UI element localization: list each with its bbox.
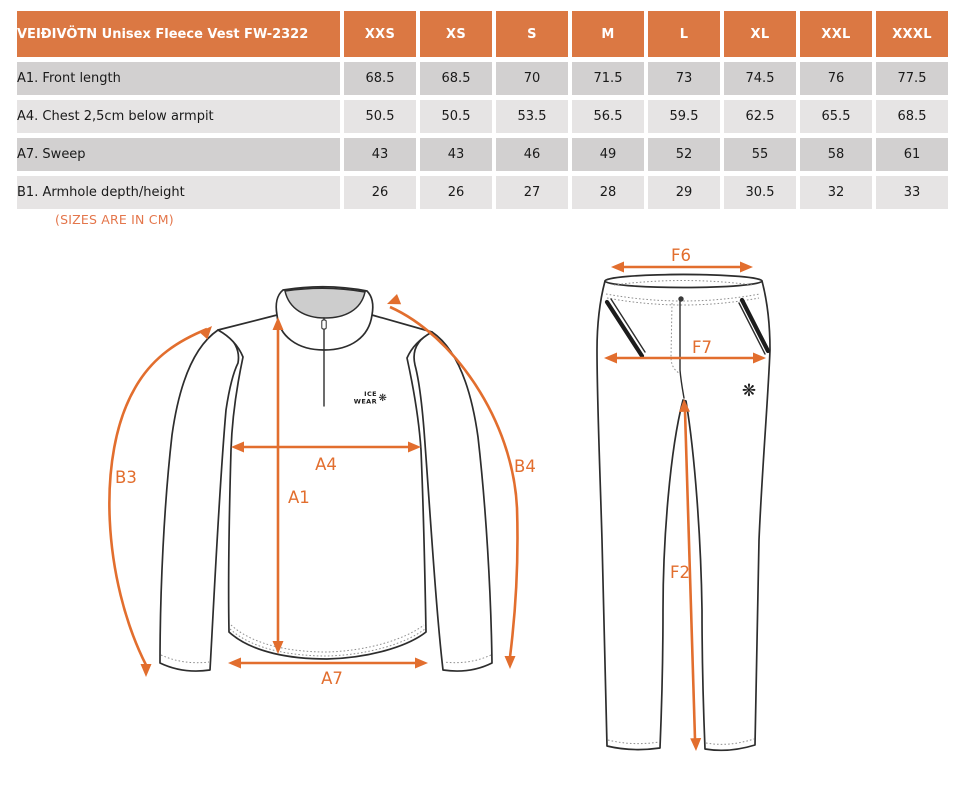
size-value-cell: 71.5	[572, 62, 644, 95]
row-label: A7. Sweep	[17, 138, 340, 171]
pants-body	[597, 275, 770, 751]
size-header-xxxl: XXXL	[876, 11, 948, 57]
pants-button	[678, 296, 683, 301]
table-row-sweep	[17, 138, 948, 171]
pants-waist-opening	[605, 275, 762, 288]
row-label: A1. Front length	[17, 62, 340, 95]
size-value-cell: 68.5	[344, 62, 416, 95]
fleece-top-diagram	[109, 287, 535, 688]
measure-label-f6: F6	[671, 246, 691, 265]
size-value-cell: 74.5	[724, 62, 796, 95]
size-value-cell: 46	[496, 138, 568, 171]
size-value-cell: 65.5	[800, 100, 872, 133]
measure-label-a1: A1	[288, 488, 310, 507]
snowflake-icon: ❋	[741, 381, 757, 401]
size-value-cell: 30.5	[724, 176, 796, 209]
table-title: VEIÐIVÖTN Unisex Fleece Vest FW-2322	[17, 11, 340, 57]
shirt-body	[218, 315, 432, 659]
size-header-s: S	[496, 11, 568, 57]
size-value-cell: 61	[876, 138, 948, 171]
row-label: A4. Chest 2,5cm below armpit	[17, 100, 340, 133]
size-value-cell: 77.5	[876, 62, 948, 95]
size-value-cell: 58	[800, 138, 872, 171]
size-value-cell: 52	[648, 138, 720, 171]
size-value-cell: 53.5	[496, 100, 568, 133]
measure-label-b4: B4	[514, 457, 536, 476]
table-row-armhole	[17, 176, 948, 209]
measure-label-a7: A7	[321, 669, 343, 688]
size-table-header-row	[17, 11, 948, 57]
size-value-cell: 76	[800, 62, 872, 95]
size-value-cell: 73	[648, 62, 720, 95]
size-value-cell: 55	[724, 138, 796, 171]
size-value-cell: 33	[876, 176, 948, 209]
size-value-cell: 49	[572, 138, 644, 171]
size-value-cell: 43	[344, 138, 416, 171]
size-value-cell: 59.5	[648, 100, 720, 133]
shirt-sleeve-left	[160, 330, 238, 671]
table-row-front-length	[17, 62, 948, 95]
snowflake-icon: ❋	[378, 393, 387, 404]
size-header-xxl: XXL	[800, 11, 872, 57]
size-value-cell: 68.5	[420, 62, 492, 95]
measure-label-f2: F2	[670, 563, 690, 582]
table-row-chest	[17, 100, 948, 133]
icewear-logo-line1: ICE	[364, 390, 377, 398]
shirt-zipper-pull	[322, 320, 326, 329]
size-value-cell: 26	[344, 176, 416, 209]
icewear-logo-line2: WEAR	[353, 397, 377, 406]
units-note: (SIZES ARE IN CM)	[55, 212, 174, 227]
size-value-cell: 43	[420, 138, 492, 171]
pants-diagram	[597, 246, 770, 751]
size-value-cell: 70	[496, 62, 568, 95]
size-value-cell: 27	[496, 176, 568, 209]
size-value-cell: 50.5	[344, 100, 416, 133]
row-label: B1. Armhole depth/height	[17, 176, 340, 209]
measure-label-f7: F7	[692, 338, 712, 357]
size-header-xl: XL	[724, 11, 796, 57]
measure-arrow-a7	[228, 658, 428, 689]
measure-label-b3: B3	[115, 468, 137, 487]
size-header-xxs: XXS	[344, 11, 416, 57]
garment-diagrams	[0, 240, 967, 785]
size-value-cell: 26	[420, 176, 492, 209]
size-value-cell: 62.5	[724, 100, 796, 133]
measure-label-a4: A4	[315, 455, 337, 474]
size-value-cell: 56.5	[572, 100, 644, 133]
size-value-cell: 29	[648, 176, 720, 209]
size-value-cell: 32	[800, 176, 872, 209]
size-value-cell: 68.5	[876, 100, 948, 133]
size-header-xs: XS	[420, 11, 492, 57]
size-table	[13, 6, 952, 214]
size-value-cell: 50.5	[420, 100, 492, 133]
size-header-m: M	[572, 11, 644, 57]
size-header-l: L	[648, 11, 720, 57]
measure-arrow-f6	[611, 246, 753, 273]
size-value-cell: 28	[572, 176, 644, 209]
